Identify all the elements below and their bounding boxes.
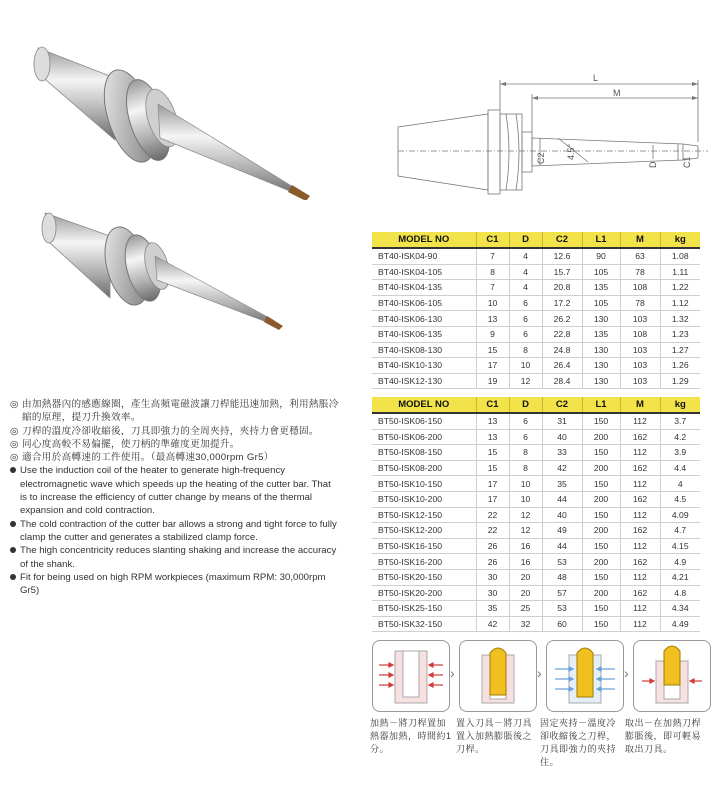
step-arrow-2: › bbox=[537, 665, 542, 681]
col-m: M bbox=[620, 232, 660, 248]
model-no-cell: BT50-ISK16-200 bbox=[372, 554, 476, 570]
table-row bbox=[372, 507, 700, 523]
table-row bbox=[372, 601, 700, 617]
spec-cell: 112 bbox=[620, 538, 660, 554]
features-list bbox=[10, 398, 340, 597]
col-model-no: MODEL NO bbox=[372, 232, 476, 248]
tool-holder-photo-top bbox=[30, 20, 340, 200]
model-no-cell: BT50-ISK12-200 bbox=[372, 523, 476, 539]
table-header-row bbox=[372, 397, 700, 413]
model-no-cell: BT50-ISK20-150 bbox=[372, 569, 476, 585]
spec-cell: 112 bbox=[620, 476, 660, 492]
bullet-icon bbox=[10, 518, 20, 545]
feature-en-text: The high concentricity reduces slanting shaking and increase the accuracy of the shank. bbox=[20, 545, 337, 570]
spec-cell: 112 bbox=[620, 507, 660, 523]
table-row bbox=[372, 326, 700, 342]
col-kg: kg bbox=[660, 232, 700, 248]
spec-cell: 10 bbox=[509, 491, 542, 507]
feature-en-item bbox=[10, 544, 340, 571]
bullet-icon bbox=[10, 464, 20, 517]
spec-cell: 15 bbox=[476, 445, 509, 461]
model-no-cell: BT50-ISK10-200 bbox=[372, 491, 476, 507]
spec-cell: 13 bbox=[476, 311, 509, 327]
spec-cell: 20.8 bbox=[542, 280, 582, 296]
spec-cell: 162 bbox=[620, 554, 660, 570]
spec-cell: 30 bbox=[476, 585, 509, 601]
col-model-no: MODEL NO bbox=[372, 397, 476, 413]
spec-cell: 130 bbox=[582, 342, 620, 358]
label-C1: C1 bbox=[682, 156, 692, 168]
step-arrow-3: › bbox=[624, 665, 629, 681]
spec-cell: 4.8 bbox=[660, 585, 700, 601]
spec-cell: 162 bbox=[620, 523, 660, 539]
col-c2: C2 bbox=[542, 232, 582, 248]
step-caption-clamp: 固定夾持－溫度冷卻收縮後之刀桿，刀具即強力的夾持住。 bbox=[540, 718, 617, 767]
feature-zh-item bbox=[10, 398, 340, 425]
spec-cell: 162 bbox=[620, 585, 660, 601]
model-no-cell: BT40-ISK06-135 bbox=[372, 326, 476, 342]
bt40-spec-table bbox=[372, 232, 700, 389]
spec-cell: 16 bbox=[509, 554, 542, 570]
spec-cell: 105 bbox=[582, 264, 620, 280]
spec-cell: 19 bbox=[476, 373, 509, 389]
spec-cell: 1.23 bbox=[660, 326, 700, 342]
spec-cell: 49 bbox=[542, 523, 582, 539]
feature-zh-text: 刀桿的溫度冷卻收縮後，刀具即強力的全周夾持，夾持力會更穩固。 bbox=[22, 425, 319, 437]
model-no-cell: BT50-ISK12-150 bbox=[372, 507, 476, 523]
spec-cell: 40 bbox=[542, 429, 582, 445]
col-c1: C1 bbox=[476, 232, 509, 248]
spec-cell: 4.2 bbox=[660, 429, 700, 445]
spec-cell: 4.34 bbox=[660, 601, 700, 617]
spec-cell: 4.21 bbox=[660, 569, 700, 585]
spec-cell: 135 bbox=[582, 326, 620, 342]
spec-cell: 150 bbox=[582, 445, 620, 461]
spec-cell: 4.09 bbox=[660, 507, 700, 523]
dimension-drawing bbox=[388, 72, 713, 202]
spec-cell: 20 bbox=[509, 569, 542, 585]
table-row bbox=[372, 445, 700, 461]
table-row bbox=[372, 295, 700, 311]
spec-cell: 32 bbox=[509, 616, 542, 632]
spec-cell: 108 bbox=[620, 326, 660, 342]
spec-cell: 53 bbox=[542, 601, 582, 617]
spec-cell: 1.26 bbox=[660, 358, 700, 374]
spec-cell: 200 bbox=[582, 460, 620, 476]
table-row bbox=[372, 616, 700, 632]
spec-cell: 24.8 bbox=[542, 342, 582, 358]
spec-cell: 200 bbox=[582, 585, 620, 601]
feature-en-item bbox=[10, 518, 340, 545]
col-d: D bbox=[509, 232, 542, 248]
spec-cell: 4.49 bbox=[660, 616, 700, 632]
spec-cell: 63 bbox=[620, 248, 660, 264]
model-no-cell: BT40-ISK12-130 bbox=[372, 373, 476, 389]
feature-zh-text: 適合用於高轉速的工件使用。（最高轉速30,000rpm Gr5） bbox=[22, 452, 274, 464]
step-remove-illustration bbox=[633, 640, 711, 712]
col-l1: L1 bbox=[582, 397, 620, 413]
feature-zh-text: 由加熱器內的感應線圈，產生高頻電磁波讓刀桿能迅速加熱，利用熱脹冷縮的原理，提刀升換效率。 bbox=[22, 399, 339, 424]
spec-cell: 7 bbox=[476, 280, 509, 296]
spec-cell: 25 bbox=[509, 601, 542, 617]
spec-cell: 1.08 bbox=[660, 248, 700, 264]
spec-cell: 150 bbox=[582, 507, 620, 523]
spec-cell: 8 bbox=[509, 445, 542, 461]
spec-cell: 15.7 bbox=[542, 264, 582, 280]
spec-cell: 112 bbox=[620, 569, 660, 585]
spec-cell: 6 bbox=[509, 413, 542, 429]
step-insert-illustration bbox=[459, 640, 537, 712]
spec-cell: 4.7 bbox=[660, 523, 700, 539]
spec-cell: 112 bbox=[620, 601, 660, 617]
spec-cell: 44 bbox=[542, 538, 582, 554]
col-c2: C2 bbox=[542, 397, 582, 413]
spec-cell: 10 bbox=[476, 295, 509, 311]
spec-cell: 10 bbox=[509, 476, 542, 492]
spec-cell: 26 bbox=[476, 554, 509, 570]
label-C2: C2 bbox=[536, 152, 546, 164]
table-row bbox=[372, 554, 700, 570]
spec-cell: 200 bbox=[582, 554, 620, 570]
table-row bbox=[372, 280, 700, 296]
spec-cell: 103 bbox=[620, 342, 660, 358]
spec-cell: 105 bbox=[582, 295, 620, 311]
spec-cell: 112 bbox=[620, 616, 660, 632]
spec-cell: 10 bbox=[509, 358, 542, 374]
model-no-cell: BT40-ISK04-135 bbox=[372, 280, 476, 296]
spec-cell: 150 bbox=[582, 616, 620, 632]
spec-cell: 15 bbox=[476, 342, 509, 358]
spec-cell: 1.11 bbox=[660, 264, 700, 280]
heating-icon bbox=[373, 641, 449, 711]
label-L: L bbox=[593, 73, 599, 83]
table-row bbox=[372, 358, 700, 374]
feature-en-text: Fit for being used on high RPM workpieces (maximum RPM: 30,000rpm Gr5) bbox=[20, 571, 326, 597]
table-row bbox=[372, 373, 700, 389]
spec-cell: 112 bbox=[620, 445, 660, 461]
spec-cell: 42 bbox=[542, 460, 582, 476]
spec-cell: 12 bbox=[509, 507, 542, 523]
spec-cell: 12 bbox=[509, 523, 542, 539]
step-caption-remove: 取出－在加熱刀桿膨脹後，即可輕易取出刀具。 bbox=[625, 718, 702, 754]
spec-cell: 1.29 bbox=[660, 373, 700, 389]
spec-cell: 13 bbox=[476, 413, 509, 429]
spec-cell: 22 bbox=[476, 523, 509, 539]
spec-cell: 17 bbox=[476, 476, 509, 492]
model-no-cell: BT50-ISK16-150 bbox=[372, 538, 476, 554]
table-row bbox=[372, 460, 700, 476]
bullet-icon bbox=[10, 544, 20, 571]
spec-cell: 78 bbox=[620, 295, 660, 311]
spec-cell: 13 bbox=[476, 429, 509, 445]
feature-zh-text: 同心度高較不易偏擺，使刀柄的準確度更加提升。 bbox=[22, 438, 240, 450]
col-c1: C1 bbox=[476, 397, 509, 413]
table-row bbox=[372, 264, 700, 280]
circle-mark-icon: ◎ bbox=[10, 438, 19, 450]
model-no-cell: BT40-ISK06-130 bbox=[372, 311, 476, 327]
col-m: M bbox=[620, 397, 660, 413]
label-M: M bbox=[613, 88, 621, 98]
col-l1: L1 bbox=[582, 232, 620, 248]
spec-cell: 4 bbox=[509, 280, 542, 296]
table-row bbox=[372, 523, 700, 539]
spec-cell: 6 bbox=[509, 429, 542, 445]
spec-cell: 33 bbox=[542, 445, 582, 461]
model-no-cell: BT50-ISK25-150 bbox=[372, 601, 476, 617]
spec-cell: 17.2 bbox=[542, 295, 582, 311]
circle-mark-icon: ◎ bbox=[10, 425, 19, 437]
model-no-cell: BT40-ISK10-130 bbox=[372, 358, 476, 374]
spec-cell: 35 bbox=[542, 476, 582, 492]
spec-cell: 3.9 bbox=[660, 445, 700, 461]
spec-cell: 6 bbox=[509, 295, 542, 311]
model-no-cell: BT40-ISK08-130 bbox=[372, 342, 476, 358]
spec-cell: 130 bbox=[582, 373, 620, 389]
spec-cell: 1.32 bbox=[660, 311, 700, 327]
col-d: D bbox=[509, 397, 542, 413]
table-row bbox=[372, 491, 700, 507]
spec-cell: 150 bbox=[582, 601, 620, 617]
spec-cell: 30 bbox=[476, 569, 509, 585]
spec-cell: 40 bbox=[542, 507, 582, 523]
spec-cell: 4.4 bbox=[660, 460, 700, 476]
spec-cell: 7 bbox=[476, 248, 509, 264]
spec-cell: 4 bbox=[660, 476, 700, 492]
spec-cell: 42 bbox=[476, 616, 509, 632]
insert-tool-icon bbox=[460, 641, 536, 711]
spec-cell: 26.4 bbox=[542, 358, 582, 374]
step-arrow-1: › bbox=[450, 665, 455, 681]
label-angle: 4.5° bbox=[566, 143, 576, 160]
model-no-cell: BT50-ISK08-200 bbox=[372, 460, 476, 476]
feature-en-text: The cold contraction of the cutter bar allows a strong and tight force to fully clamp the cutter and generates a stabilized clamp force. bbox=[20, 518, 337, 543]
model-no-cell: BT50-ISK06-150 bbox=[372, 413, 476, 429]
circle-mark-icon: ◎ bbox=[10, 452, 19, 464]
spec-cell: 28.4 bbox=[542, 373, 582, 389]
feature-en-item bbox=[10, 571, 340, 598]
spec-cell: 53 bbox=[542, 554, 582, 570]
feature-en-item bbox=[10, 464, 340, 517]
model-no-cell: BT50-ISK20-200 bbox=[372, 585, 476, 601]
spec-cell: 17 bbox=[476, 491, 509, 507]
spec-cell: 103 bbox=[620, 358, 660, 374]
spec-cell: 200 bbox=[582, 491, 620, 507]
remove-tool-icon bbox=[634, 641, 710, 711]
spec-cell: 44 bbox=[542, 491, 582, 507]
spec-cell: 57 bbox=[542, 585, 582, 601]
feature-zh-item bbox=[10, 425, 340, 438]
spec-cell: 108 bbox=[620, 280, 660, 296]
spec-cell: 3.7 bbox=[660, 413, 700, 429]
spec-cell: 135 bbox=[582, 280, 620, 296]
spec-cell: 1.22 bbox=[660, 280, 700, 296]
spec-cell: 112 bbox=[620, 413, 660, 429]
step-heating-illustration bbox=[372, 640, 450, 712]
spec-cell: 78 bbox=[620, 264, 660, 280]
feature-en-text: Use the induction coil of the heater to generate high-frequency electromagnetic wave which speeds up the heating of the cutter bar. That is to increase the efficiency of cutter change by means of the thermal expansion and cold contraction. bbox=[20, 465, 331, 517]
table-row bbox=[372, 342, 700, 358]
circle-mark-icon: ◎ bbox=[10, 399, 19, 410]
table-row bbox=[372, 476, 700, 492]
step-caption-insert: 置入刀具－將刀具置入加熱膨脹後之刀桿。 bbox=[456, 718, 533, 754]
model-no-cell: BT40-ISK06-105 bbox=[372, 295, 476, 311]
model-no-cell: BT50-ISK32-150 bbox=[372, 616, 476, 632]
table-row bbox=[372, 429, 700, 445]
spec-cell: 150 bbox=[582, 538, 620, 554]
spec-cell: 150 bbox=[582, 413, 620, 429]
spec-cell: 17 bbox=[476, 358, 509, 374]
spec-cell: 8 bbox=[509, 342, 542, 358]
spec-cell: 1.27 bbox=[660, 342, 700, 358]
spec-cell: 150 bbox=[582, 476, 620, 492]
spec-cell: 162 bbox=[620, 460, 660, 476]
spec-cell: 8 bbox=[509, 460, 542, 476]
label-D: D bbox=[648, 161, 658, 168]
spec-cell: 200 bbox=[582, 523, 620, 539]
spec-cell: 130 bbox=[582, 311, 620, 327]
spec-cell: 20 bbox=[509, 585, 542, 601]
step-caption-heating: 加熱－將刀桿置加熱器加熱，時間約1分。 bbox=[370, 718, 452, 754]
model-no-cell: BT40-ISK04-90 bbox=[372, 248, 476, 264]
spec-cell: 12 bbox=[509, 373, 542, 389]
spec-cell: 103 bbox=[620, 311, 660, 327]
spec-cell: 12.6 bbox=[542, 248, 582, 264]
spec-cell: 6 bbox=[509, 311, 542, 327]
spec-cell: 60 bbox=[542, 616, 582, 632]
clamp-icon bbox=[547, 641, 623, 711]
tool-holder-photo-bottom bbox=[35, 198, 335, 348]
spec-cell: 6 bbox=[509, 326, 542, 342]
bt50-spec-table bbox=[372, 397, 700, 632]
table-row bbox=[372, 569, 700, 585]
spec-cell: 162 bbox=[620, 491, 660, 507]
spec-cell: 16 bbox=[509, 538, 542, 554]
table-row bbox=[372, 248, 700, 264]
model-no-cell: BT40-ISK04-105 bbox=[372, 264, 476, 280]
model-no-cell: BT50-ISK10-150 bbox=[372, 476, 476, 492]
spec-cell: 48 bbox=[542, 569, 582, 585]
feature-zh-item bbox=[10, 438, 340, 451]
spec-cell: 4.5 bbox=[660, 491, 700, 507]
spec-cell: 35 bbox=[476, 601, 509, 617]
table-row bbox=[372, 413, 700, 429]
spec-cell: 4 bbox=[509, 248, 542, 264]
spec-cell: 162 bbox=[620, 429, 660, 445]
spec-cell: 15 bbox=[476, 460, 509, 476]
model-no-cell: BT50-ISK08-150 bbox=[372, 445, 476, 461]
spec-cell: 90 bbox=[582, 248, 620, 264]
spec-cell: 103 bbox=[620, 373, 660, 389]
table-row bbox=[372, 585, 700, 601]
spec-cell: 4.15 bbox=[660, 538, 700, 554]
bullet-icon bbox=[10, 571, 20, 598]
spec-cell: 26.2 bbox=[542, 311, 582, 327]
spec-cell: 200 bbox=[582, 429, 620, 445]
spec-cell: 4 bbox=[509, 264, 542, 280]
spec-cell: 31 bbox=[542, 413, 582, 429]
table-row bbox=[372, 538, 700, 554]
spec-cell: 150 bbox=[582, 569, 620, 585]
step-clamp-illustration bbox=[546, 640, 624, 712]
col-kg: kg bbox=[660, 397, 700, 413]
spec-cell: 22.8 bbox=[542, 326, 582, 342]
spec-cell: 26 bbox=[476, 538, 509, 554]
table-header-row bbox=[372, 232, 700, 248]
spec-cell: 130 bbox=[582, 358, 620, 374]
spec-cell: 22 bbox=[476, 507, 509, 523]
spec-cell: 8 bbox=[476, 264, 509, 280]
spec-cell: 9 bbox=[476, 326, 509, 342]
table-row bbox=[372, 311, 700, 327]
spec-cell: 1.12 bbox=[660, 295, 700, 311]
model-no-cell: BT50-ISK06-200 bbox=[372, 429, 476, 445]
spec-cell: 4.9 bbox=[660, 554, 700, 570]
feature-zh-item bbox=[10, 451, 340, 464]
